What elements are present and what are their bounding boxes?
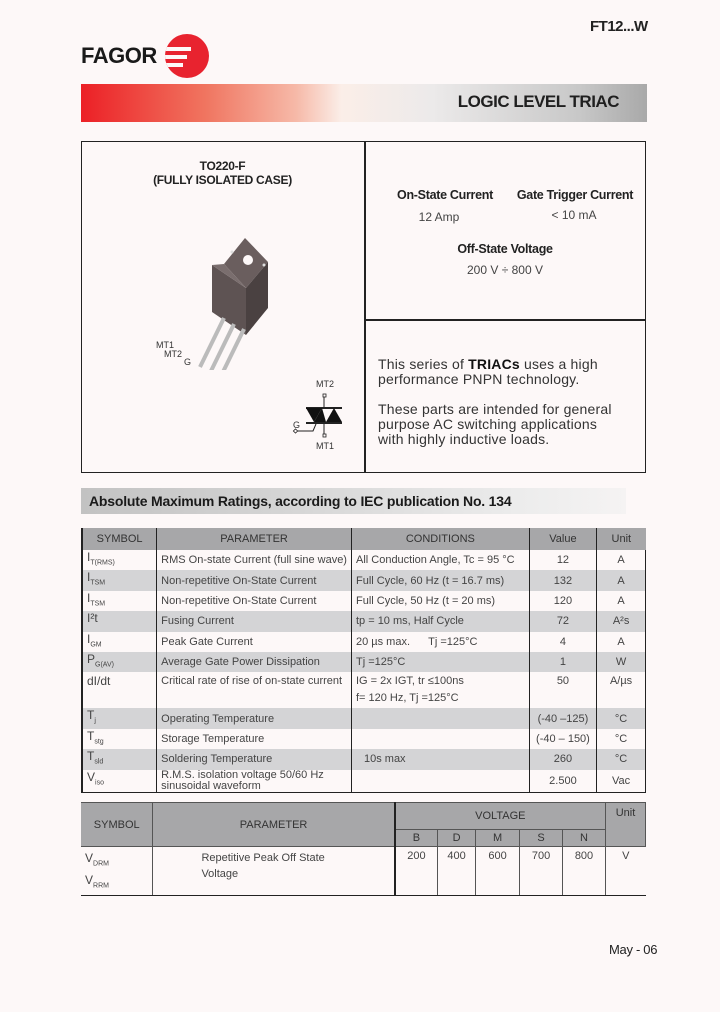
symbol-cell: I²t	[82, 611, 157, 631]
voltage-table	[81, 802, 646, 896]
fagor-logo	[81, 34, 209, 78]
table-row	[82, 652, 646, 672]
gate-trigger-current-value: < 10 mA	[551, 208, 597, 222]
table-row	[82, 770, 646, 793]
table-row	[82, 570, 646, 590]
divider	[364, 319, 645, 321]
value-cell: 400	[438, 847, 476, 896]
on-state-current-value: 12 Amp	[418, 210, 460, 224]
col-unit: Unit	[597, 528, 646, 550]
table-row	[82, 749, 646, 769]
grade-d: D	[438, 830, 476, 847]
value-cell: 132	[529, 570, 596, 590]
unit-cell: V	[605, 847, 645, 896]
unit-cell: Vac	[597, 770, 646, 793]
conditions-cell: 20 µs max. Tj =125°C	[351, 632, 529, 652]
parameter-cell: Non-repetitive On-State Current	[157, 591, 352, 611]
value-cell: 200	[395, 847, 438, 896]
unit-cell: °C	[597, 749, 646, 769]
value-cell: 700	[520, 847, 563, 896]
parameter-cell: Critical rate of rise of on-state current	[157, 672, 352, 708]
value-cell: 2.500	[529, 770, 596, 793]
symbol-cell: $I_{GM}$	[82, 632, 157, 652]
parameter-cell: Storage Temperature	[157, 729, 352, 749]
symbol-cell: $T_j$	[82, 708, 157, 728]
grade-b: B	[395, 830, 438, 847]
symbol-cell: $I_{TSM}$	[82, 591, 157, 611]
parameter-cell: RMS On-state Current (full sine wave)	[157, 550, 352, 570]
conditions-cell: IG = 2x IGT, tr ≤100ns f= 120 Hz, Tj =125°C	[351, 672, 529, 708]
ratings-table	[81, 528, 646, 793]
table-row	[82, 611, 646, 631]
col-symbol: SYMBOL	[82, 528, 157, 550]
description-paragraph-1: This series of TRIACs uses a high performance PNPN technology.	[378, 356, 598, 387]
unit-cell: A²s	[597, 611, 646, 631]
parameter-cell: Peak Gate Current	[157, 632, 352, 652]
pin-label-mt1: MT1	[156, 340, 174, 350]
symbol-cell: $V_{iso}$	[82, 770, 157, 793]
fagor-logo-icon	[165, 34, 209, 78]
value-cell: 120	[529, 591, 596, 611]
conditions-cell: Full Cycle, 60 Hz (t = 16.7 ms)	[351, 570, 529, 590]
symbol-label-mt1: MT1	[316, 441, 334, 451]
col-voltage: VOLTAGE	[395, 803, 606, 830]
off-state-voltage-label: Off-State Voltage	[457, 242, 553, 256]
symbol-cell: dI/dt	[82, 672, 157, 708]
unit-cell: °C	[597, 708, 646, 728]
col-conditions: CONDITIONS	[351, 528, 529, 550]
col-symbol: SYMBOL	[81, 803, 153, 847]
symbol-cell: $I_{T(RMS)}$	[82, 550, 157, 570]
symbol-cell: $I_{TSM}$	[82, 570, 157, 590]
pin-label-g: G	[184, 357, 192, 367]
unit-cell: A	[597, 591, 646, 611]
conditions-cell: Tj =125°C	[351, 652, 529, 672]
on-state-current-label: On-State Current	[397, 188, 493, 202]
symbol-label-gate: G	[293, 420, 301, 430]
value-cell: 600	[476, 847, 520, 896]
parameter-cell: Soldering Temperature	[157, 749, 352, 769]
symbol-cell: $T_{sld}$	[82, 749, 157, 769]
triac-symbol-icon	[292, 392, 348, 440]
conditions-cell	[351, 770, 529, 793]
parameter-cell: R.M.S. isolation voltage 50/60 Hz sinusoidal waveform	[157, 770, 352, 793]
value-cell: 12	[529, 550, 596, 570]
pin-label-mt2: MT2	[164, 349, 182, 359]
symbol-cell: $P_{G(AV)}$	[82, 652, 157, 672]
symbol-label-mt2: MT2	[316, 379, 334, 389]
grade-s: S	[520, 830, 563, 847]
unit-cell: W	[597, 652, 646, 672]
table-row	[82, 729, 646, 749]
unit-cell: A/µs	[597, 672, 646, 708]
value-cell: (-40 –125)	[529, 708, 596, 728]
off-state-voltage-value: 200 V ÷ 800 V	[467, 263, 543, 277]
table-row	[81, 847, 646, 896]
value-cell: 260	[529, 749, 596, 769]
table-header-row	[82, 528, 646, 550]
table-row	[82, 591, 646, 611]
unit-cell: °C	[597, 729, 646, 749]
value-cell: 72	[529, 611, 596, 631]
value-cell: 800	[563, 847, 606, 896]
parameter-cell: Average Gate Power Dissipation	[157, 652, 352, 672]
description-paragraph-2: These parts are intended for general purpose AC switching applications with highly inductive loads.	[378, 401, 612, 447]
title-banner	[81, 84, 647, 122]
section-header	[81, 488, 626, 514]
value-cell: (-40 – 150)	[529, 729, 596, 749]
parameter-cell: Repetitive Peak Off State Voltage	[153, 847, 395, 896]
parameter-cell: Operating Temperature	[157, 708, 352, 728]
col-value: Value	[529, 528, 596, 550]
col-parameter: PARAMETER	[157, 528, 352, 550]
conditions-cell: 10s max	[351, 749, 529, 769]
banner-title: LOGIC LEVEL TRIAC	[457, 92, 619, 111]
part-code: FT12...W	[590, 18, 648, 35]
parameter-cell: Non-repetitive On-State Current	[157, 570, 352, 590]
grade-n: N	[563, 830, 606, 847]
conditions-cell	[351, 729, 529, 749]
divider	[364, 141, 366, 472]
symbol-cell: $V_{DRM}$ $V_{RRM}$	[81, 847, 153, 896]
table-row	[82, 672, 646, 708]
package-title: TO220-F (FULLY ISOLATED CASE)	[153, 159, 292, 187]
value-cell: 1	[529, 652, 596, 672]
conditions-cell: All Conduction Angle, Tc = 95 °C	[351, 550, 529, 570]
grade-m: M	[476, 830, 520, 847]
conditions-cell: tp = 10 ms, Half Cycle	[351, 611, 529, 631]
gate-trigger-current-label: Gate Trigger Current	[516, 188, 634, 202]
unit-cell: A	[597, 632, 646, 652]
table-row	[82, 708, 646, 728]
table-header-row	[81, 803, 646, 830]
table-row	[82, 632, 646, 652]
description	[378, 357, 618, 462]
value-cell: 4	[529, 632, 596, 652]
value-cell: 50	[529, 672, 596, 708]
conditions-cell	[351, 708, 529, 728]
col-unit: Unit	[605, 803, 645, 847]
conditions-cell: Full Cycle, 50 Hz (t = 20 ms)	[351, 591, 529, 611]
logo-text: FAGOR	[81, 43, 157, 68]
symbol-cell: $T_{stg}$	[82, 729, 157, 749]
parameter-cell: Fusing Current	[157, 611, 352, 631]
unit-cell: A	[597, 550, 646, 570]
footer-date: May - 06	[609, 942, 658, 957]
section-title: Absolute Maximum Ratings, according to IEC publication No. 134	[89, 493, 512, 509]
unit-cell: A	[597, 570, 646, 590]
table-row	[82, 550, 646, 570]
col-parameter: PARAMETER	[153, 803, 395, 847]
